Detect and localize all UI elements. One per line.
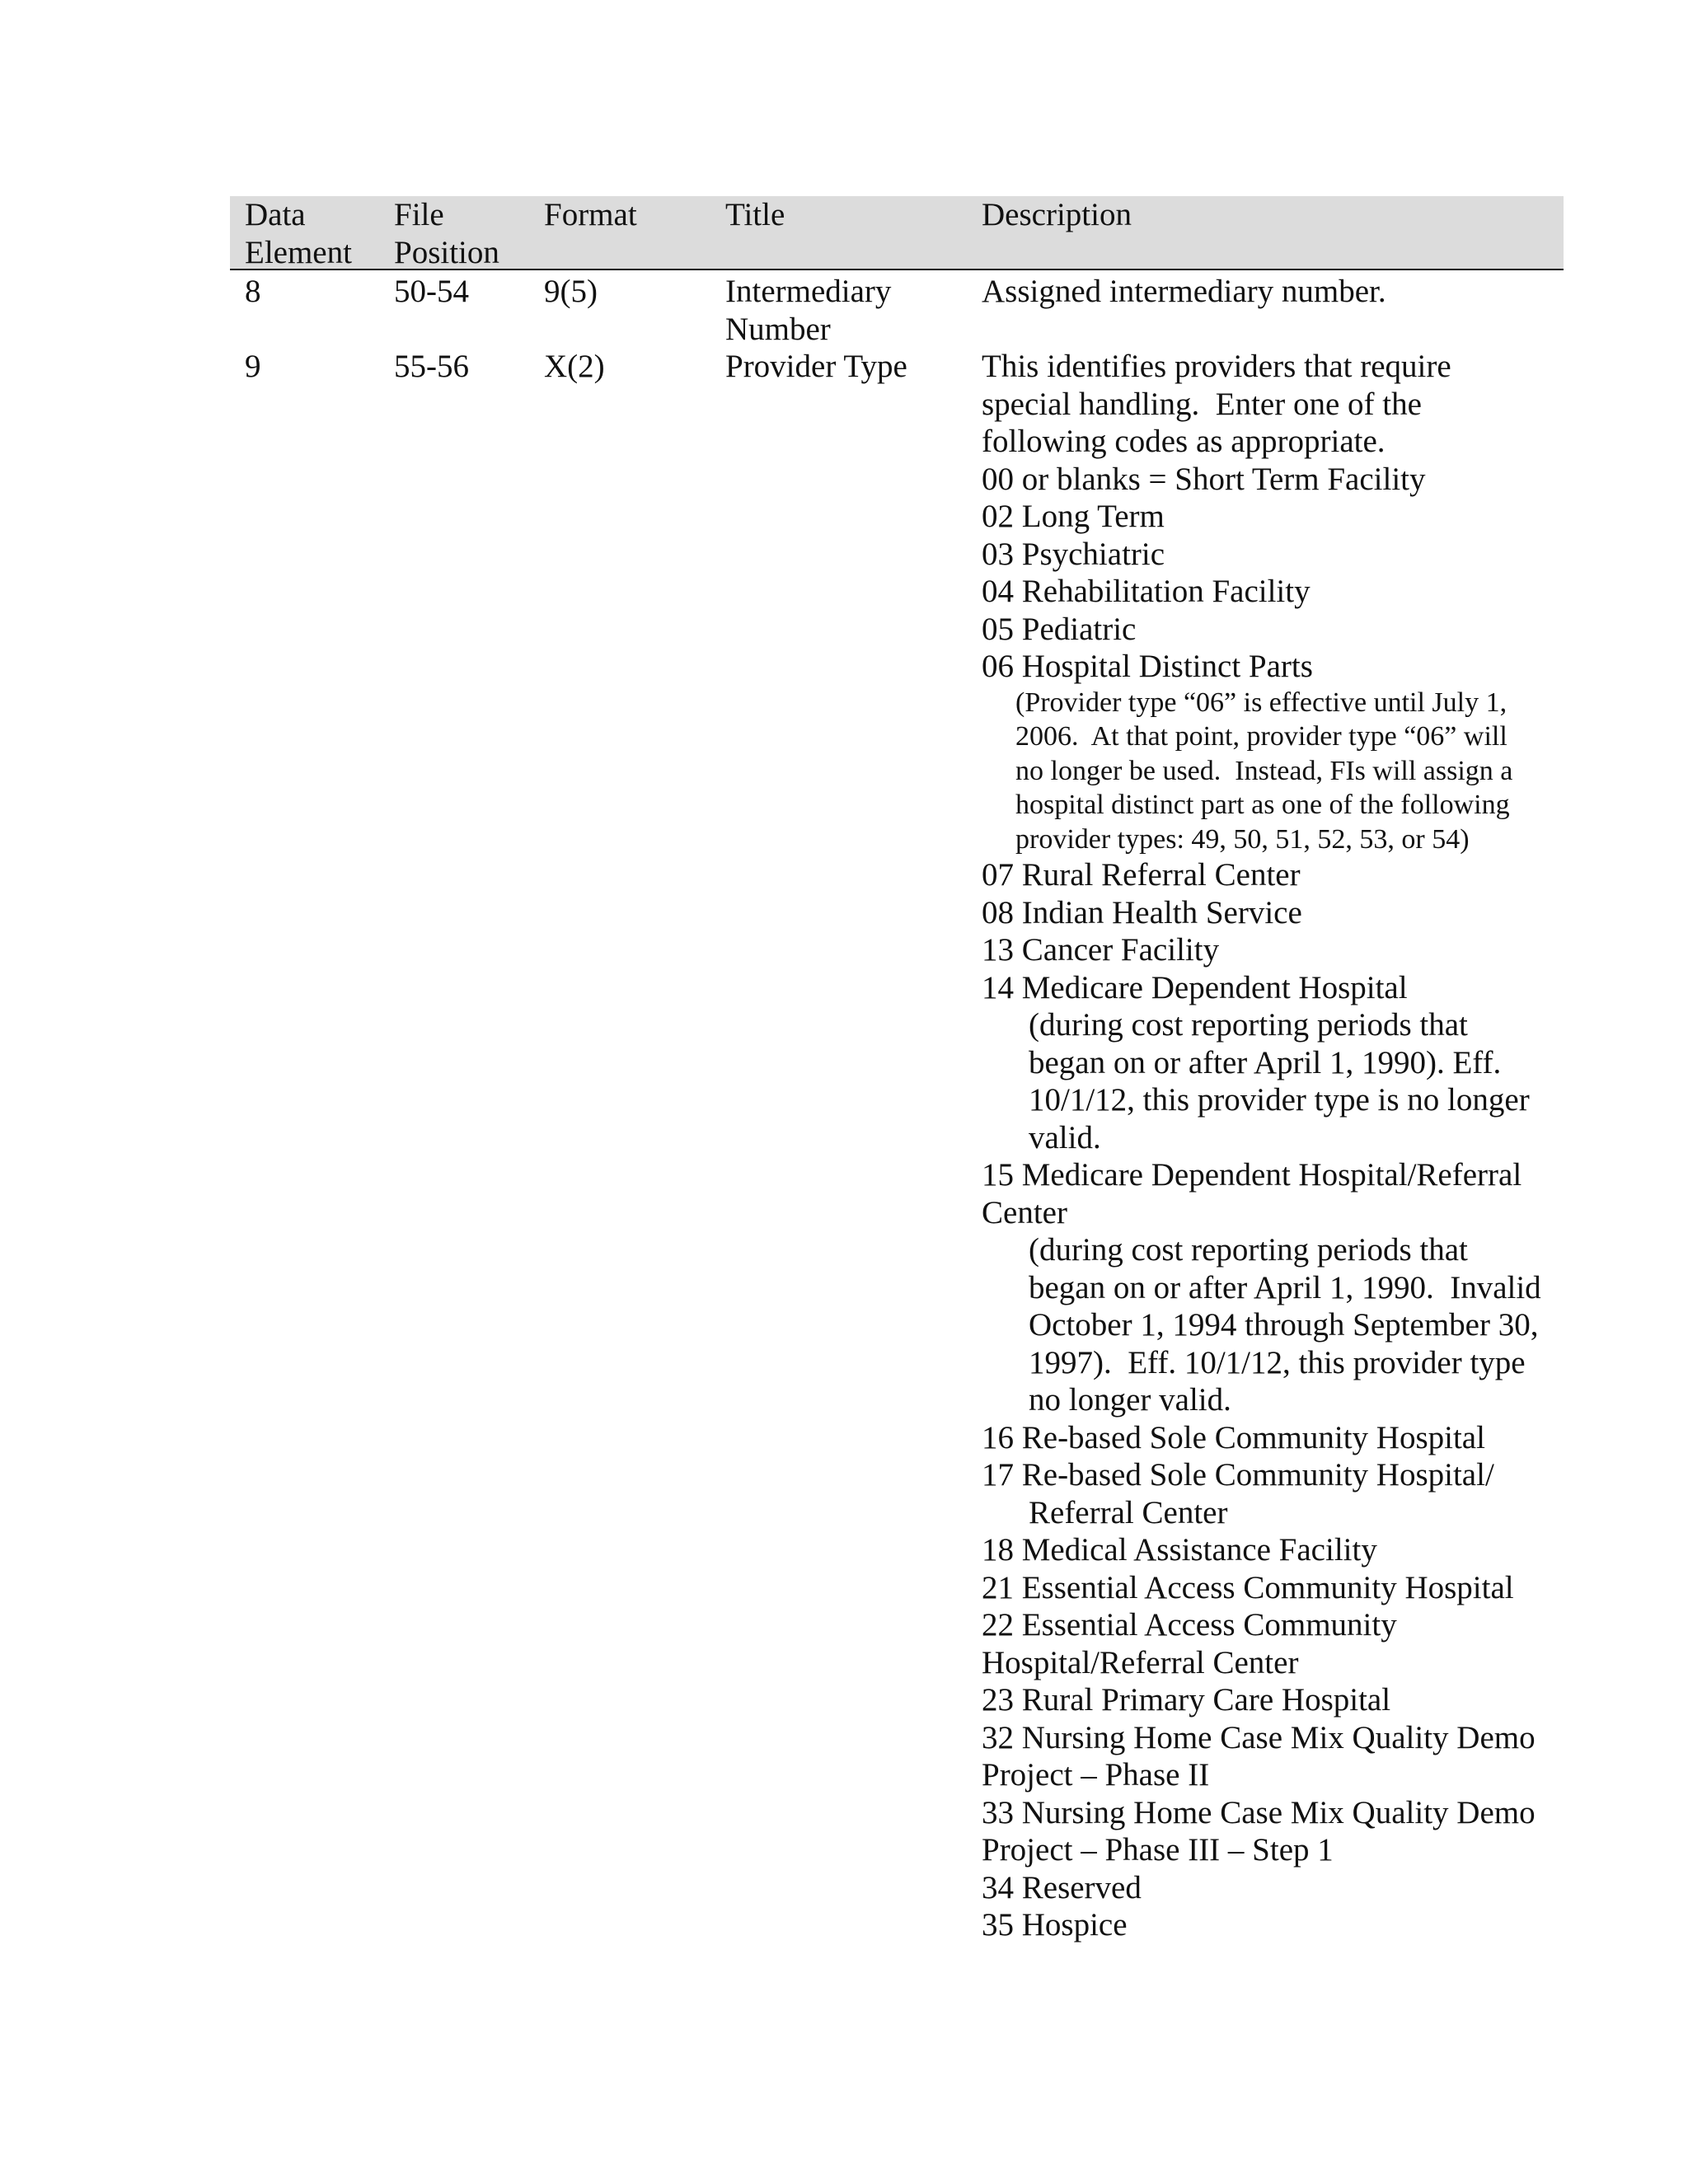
provider-code-22-cont: Hospital/Referral Center <box>982 1644 1299 1680</box>
description-intro-line: following codes as appropriate. <box>982 424 1386 459</box>
row-format: X(2) <box>544 349 605 384</box>
description-intro-line: special handling. Enter one of the <box>982 386 1422 422</box>
header-file-position-line1: File <box>394 197 444 232</box>
provider-code-34: 34 Reserved <box>982 1869 1142 1905</box>
provider-code-15-note-line: began on or after April 1, 1990. Invalid <box>1029 1269 1541 1305</box>
row-description: Assigned intermediary number. <box>982 274 1386 309</box>
row-data-element: 8 <box>245 274 261 309</box>
header-data-element-line2: Element <box>245 234 352 270</box>
header-description: Description <box>982 197 1132 232</box>
provider-code-35: 35 Hospice <box>982 1907 1128 1943</box>
provider-code-06-note-line: (Provider type “06” is effective until July 1, <box>1015 687 1507 718</box>
provider-code-13: 13 Cancer Facility <box>982 932 1220 968</box>
provider-code-14-note-line: 10/1/12, this provider type is no longer <box>1029 1082 1530 1118</box>
provider-code-14: 14 Medicare Dependent Hospital <box>982 969 1408 1005</box>
provider-code-06-note-line: no longer be used. Instead, FIs will assign a <box>1015 755 1513 786</box>
provider-code-02: 02 Long Term <box>982 499 1165 534</box>
provider-code-06-note-line: 2006. At that point, provider type “06” will <box>1015 721 1507 752</box>
provider-code-22: 22 Essential Access Community <box>982 1607 1397 1643</box>
provider-code-00: 00 or blanks = Short Term Facility <box>982 461 1426 497</box>
description-intro-line: This identifies providers that require <box>982 349 1451 384</box>
provider-code-15-cont: Center <box>982 1194 1067 1230</box>
provider-type-description <box>982 348 1575 1944</box>
row-title: Provider Type <box>725 349 907 384</box>
provider-code-08: 08 Indian Health Service <box>982 894 1302 930</box>
row-title-line1: Intermediary <box>725 274 892 309</box>
row-file-position: 55-56 <box>394 349 469 384</box>
header-data-element-line1: Data <box>245 197 306 232</box>
provider-code-15: 15 Medicare Dependent Hospital/Referral <box>982 1157 1522 1193</box>
provider-code-03: 03 Psychiatric <box>982 536 1165 572</box>
provider-code-15-note-line: no longer valid. <box>1029 1382 1231 1418</box>
provider-code-05: 05 Pediatric <box>982 611 1137 647</box>
provider-code-33: 33 Nursing Home Case Mix Quality Demo <box>982 1794 1536 1830</box>
provider-code-18: 18 Medical Assistance Facility <box>982 1532 1377 1568</box>
header-title: Title <box>725 197 785 232</box>
provider-code-15-note-line: October 1, 1994 through September 30, <box>1029 1307 1539 1343</box>
provider-code-06-note-line: hospital distinct part as one of the following <box>1015 790 1510 821</box>
provider-code-23: 23 Rural Primary Care Hospital <box>982 1682 1391 1718</box>
provider-code-15-note-line: 1997). Eff. 10/1/12, this provider type <box>1029 1344 1526 1380</box>
provider-code-14-note-line: began on or after April 1, 1990). Eff. <box>1029 1044 1502 1080</box>
row-title-line2: Number <box>725 311 831 347</box>
provider-code-14-note-line: (during cost reporting periods that <box>1029 1007 1468 1043</box>
provider-code-06-note-line: provider types: 49, 50, 51, 52, 53, or 54) <box>1015 823 1470 855</box>
provider-code-06: 06 Hospital Distinct Parts <box>982 649 1313 684</box>
provider-code-33-cont: Project – Phase III – Step 1 <box>982 1832 1334 1868</box>
provider-code-16: 16 Re-based Sole Community Hospital <box>982 1419 1485 1455</box>
provider-code-04: 04 Rehabilitation Facility <box>982 574 1311 609</box>
row-data-element: 9 <box>245 349 261 384</box>
provider-code-17: 17 Re-based Sole Community Hospital/ <box>982 1457 1494 1493</box>
row-format: 9(5) <box>544 274 598 309</box>
provider-code-21: 21 Essential Access Community Hospital <box>982 1569 1514 1605</box>
row-file-position: 50-54 <box>394 274 469 309</box>
header-format: Format <box>544 197 637 232</box>
provider-code-32-cont: Project – Phase II <box>982 1757 1210 1793</box>
provider-code-17-cont: Referral Center <box>1029 1494 1228 1530</box>
provider-code-14-note-line: valid. <box>1029 1119 1101 1155</box>
provider-code-32: 32 Nursing Home Case Mix Quality Demo <box>982 1719 1536 1755</box>
provider-code-07: 07 Rural Referral Center <box>982 857 1301 893</box>
provider-code-15-note-line: (during cost reporting periods that <box>1029 1232 1468 1268</box>
header-file-position-line2: Position <box>394 234 499 270</box>
